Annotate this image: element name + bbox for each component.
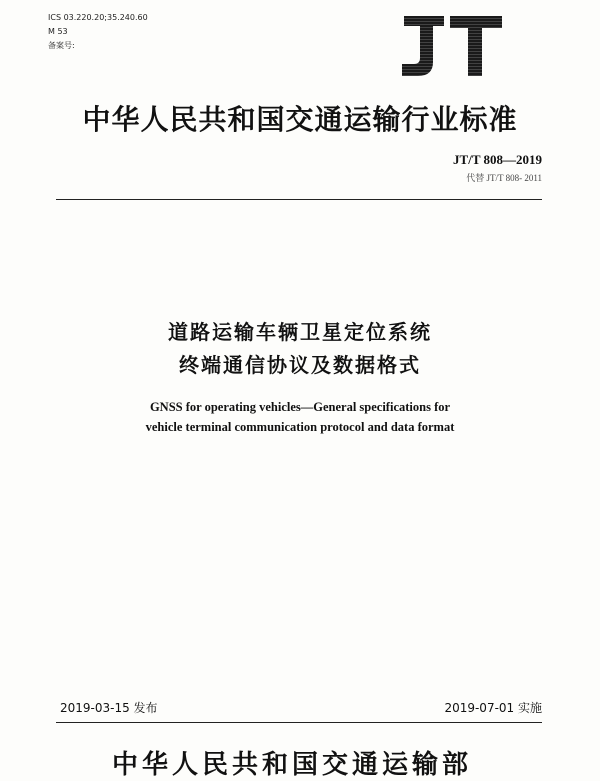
implementation-date: 2019-07-01 实施 (444, 701, 542, 715)
ics-code: ICS 03.220.20;35.240.60 (48, 13, 148, 22)
category-code: M 53 (48, 27, 68, 36)
english-title-line-1: GNSS for operating vehicles—General specifications for (149, 400, 451, 414)
issue-date: 2019-03-15 发布 (60, 701, 158, 715)
chinese-title-line-1: 道路运输车辆卫星定位系统 (168, 320, 432, 344)
standard-number: JT/T 808—2019 (453, 152, 542, 167)
bottom-divider (56, 722, 542, 723)
publisher-name: 中华人民共和国交通运输部 (112, 750, 473, 780)
chinese-title-line-2: 终端通信协议及数据格式 (179, 353, 421, 377)
ministry-standard-title: 中华人民共和国交通运输行业标准 (82, 103, 518, 136)
jt-logo (398, 14, 504, 78)
registration-label: 备案号: (48, 41, 75, 50)
english-title-line-2: vehicle terminal communication protocol and data format (145, 420, 455, 434)
replaces-standard: 代替 JT/T 808- 2011 (466, 173, 542, 183)
top-divider (56, 199, 542, 200)
